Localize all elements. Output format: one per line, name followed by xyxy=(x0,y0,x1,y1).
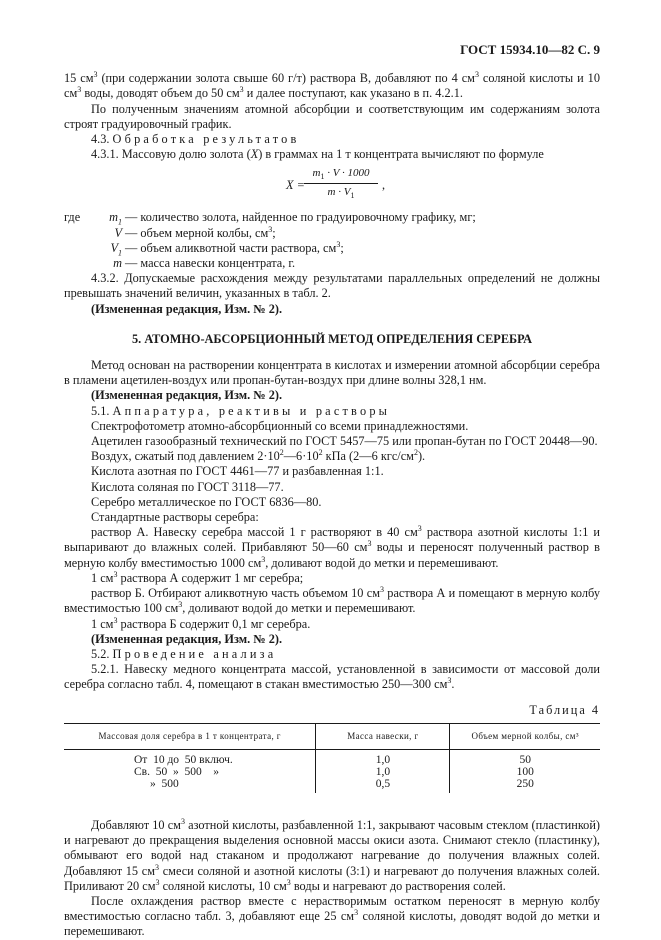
subsection-heading-5-1: 5.1. Аппаратура, реактивы и растворы xyxy=(91,403,391,418)
table-4 xyxy=(64,723,600,793)
equipment-item: Спектрофотометр атомно-абсорбционный со всеми принадлежностями. xyxy=(91,418,469,433)
edit-note: (Измененная редакция, Изм. № 2). xyxy=(91,631,283,646)
table-row xyxy=(64,766,600,778)
column-header: Массовая доля серебра в 1 т концентрата, г xyxy=(64,723,316,749)
formula-denominator: $m \cdot V_1$ xyxy=(327,185,355,200)
table-cell: Св. 50 » 500 » xyxy=(134,765,219,778)
subsection-heading-4-3: 4.3. Обработка результатов xyxy=(91,132,300,147)
definition-row: где $m_1$ — количество золота, найденное по градуировочному графику, мг; xyxy=(64,210,476,227)
equipment-item: Ацетилен газообразный технический по ГОСТ 5457—75 или пропан-бутан по ГОСТ 20448—90. xyxy=(91,434,598,449)
edit-note: (Измененная редакция, Изм. № 2). xyxy=(91,388,283,403)
page-header: ГОСТ 15934.10—82 С. 9 xyxy=(460,42,600,57)
paragraph-calibration: По полученным значениям атомной абсорбции и соответствующим им содержаниям золота строят градуировочный график. xyxy=(64,101,600,131)
table-title: Таблица 4 xyxy=(529,702,600,717)
column-header: Объем мерной колбы, см³ xyxy=(450,723,600,749)
table-cell: 50 xyxy=(450,749,600,766)
paragraph-method: Метод основан на растворении концентрата в кислотах и измерении атомной абсорбции серебра в пламени ацетилен-воздух или пропан-бутан-воздух при длине волны 328,1 нм. xyxy=(64,358,600,388)
definition-row: m — масса навески концентрата, г. xyxy=(113,256,296,271)
document-page xyxy=(64,42,600,940)
equipment-item: Кислота азотная по ГОСТ 4461—77 и разбавленная 1:1. xyxy=(91,464,384,479)
table-cell: От 10 до 50 включ. xyxy=(134,753,233,766)
paragraph-4-3-1: 4.3.1. Массовую долю золота (X) в граммах на 1 т концентрата вычисляют по формуле xyxy=(91,147,544,162)
edit-note: (Измененная редакция, Изм. № 2). xyxy=(91,301,283,316)
column-header: Масса навески, г xyxy=(316,723,450,749)
equipment-item: Серебро металлическое по ГОСТ 6836—80. xyxy=(91,494,322,509)
table-cell: 250 xyxy=(450,778,600,793)
formula-fraction xyxy=(304,166,378,199)
definition-row: $V_1$ — объем аликвотной части раствора, $см^3$; xyxy=(110,239,344,258)
paragraph-4-3-2: 4.3.2. Допускаемые расхождения между результатами параллельных определений не должны превышать значений величин, указанных в табл. 2. xyxy=(64,271,600,301)
paragraph-digestion: Добавляют 10 $см^3$ азотной кислоты, разбавленной 1:1, закрывают часовым стеклом (пластинкой) и нагревают до прекращения выделения основной массы окиси азота. Снимают стекло (пластинку), обмывают его водой над стаканом и продолжают нагревание до получения влажных солей. Добавляют 15 $см^3$ смеси соляной и азотной кислоты (3:1) и нагревают до получения влажных солей. Приливают 20 $см^3$ соляной кислоты, 10 $см^3$ воды и нагревают до растворения солей. xyxy=(64,816,600,893)
table-cell: 1,0 xyxy=(316,766,450,778)
table-cell: » 500 xyxy=(150,777,179,790)
paragraph-transfer: После охлаждения раствор вместе с нерастворимым остатком переносят в мерную колбу вместимостью согласно табл. 3, добавляют еще 25 $см^3$ соляной кислоты, доводят водой до метки и перемешивают. xyxy=(64,893,600,939)
table-cell: 0,5 xyxy=(316,778,450,793)
variable-definitions xyxy=(64,210,600,271)
equipment-item: Воздух, сжатый под давлением $2\cdot 10^2—6\cdot 10^2$ кПа (2—6 кгс/$см^2$). xyxy=(91,448,426,464)
equipment-item: Кислота соляная по ГОСТ 3118—77. xyxy=(91,479,284,494)
formula-comma: , xyxy=(382,178,386,193)
definition-row: V — объем мерной колбы, $см^3$; xyxy=(114,224,276,240)
formula-lhs: X = xyxy=(286,178,305,193)
solution-b-note: 1 $см^3$ раствора Б содержит 0,1 мг серебра. xyxy=(91,615,311,631)
table-row xyxy=(64,749,600,766)
section-title-5: 5. АТОМНО-АБСОРБЦИОННЫЙ МЕТОД ОПРЕДЕЛЕНИЯ СЕРЕБРА xyxy=(132,331,532,346)
subsection-heading-5-2: 5.2. Проведение анализа xyxy=(91,646,277,661)
table-row xyxy=(64,778,600,793)
formula xyxy=(64,166,600,206)
formula-numerator: $m_1 \cdot V \cdot 1000$ xyxy=(304,166,378,183)
equipment-item: Стандартные растворы серебра: xyxy=(91,510,259,525)
paragraph-continuation: 15 $см^3$ (при содержании золота свыше 60 г/т) раствора В, добавляют по 4 $см^3$ соляной кислоты и 10 $см^3$ воды, доводят объем до 50 $см^3$ и далее поступают, как указано в п. 4.2.1. xyxy=(64,70,600,101)
solution-b: раствор Б. Отбирают аликвотную часть объемом 10 $см^3$ раствора А и помещают в мерную колбу вместимостью 100 $см^3$, доливают водой до метки и перемешивают. xyxy=(64,585,600,616)
solution-a-note: 1 $см^3$ раствора А содержит 1 мг серебра; xyxy=(91,569,304,585)
table-header-row xyxy=(64,723,600,749)
solution-a: раствор А. Навеску серебра массой 1 г растворяют в 40 $см^3$ раствора азотной кислоты 1:1 и выпаривают до влажных солей. Прибавляют 50—60 $см^3$ воды и переносят полученный раствор в мерную колбу вместимостью 1000 $см^3$, доливают водой до метки и перемешивают. xyxy=(64,524,600,570)
table-cell: 1,0 xyxy=(316,749,450,766)
table-cell: 100 xyxy=(450,766,600,778)
paragraph-5-2-1: 5.2.1. Навеску медного концентрата массой, установленной в зависимости от массовой доли серебра согласно табл. 4, помещают в стакан вместимостью 250—300 $см^3$. xyxy=(64,662,600,692)
